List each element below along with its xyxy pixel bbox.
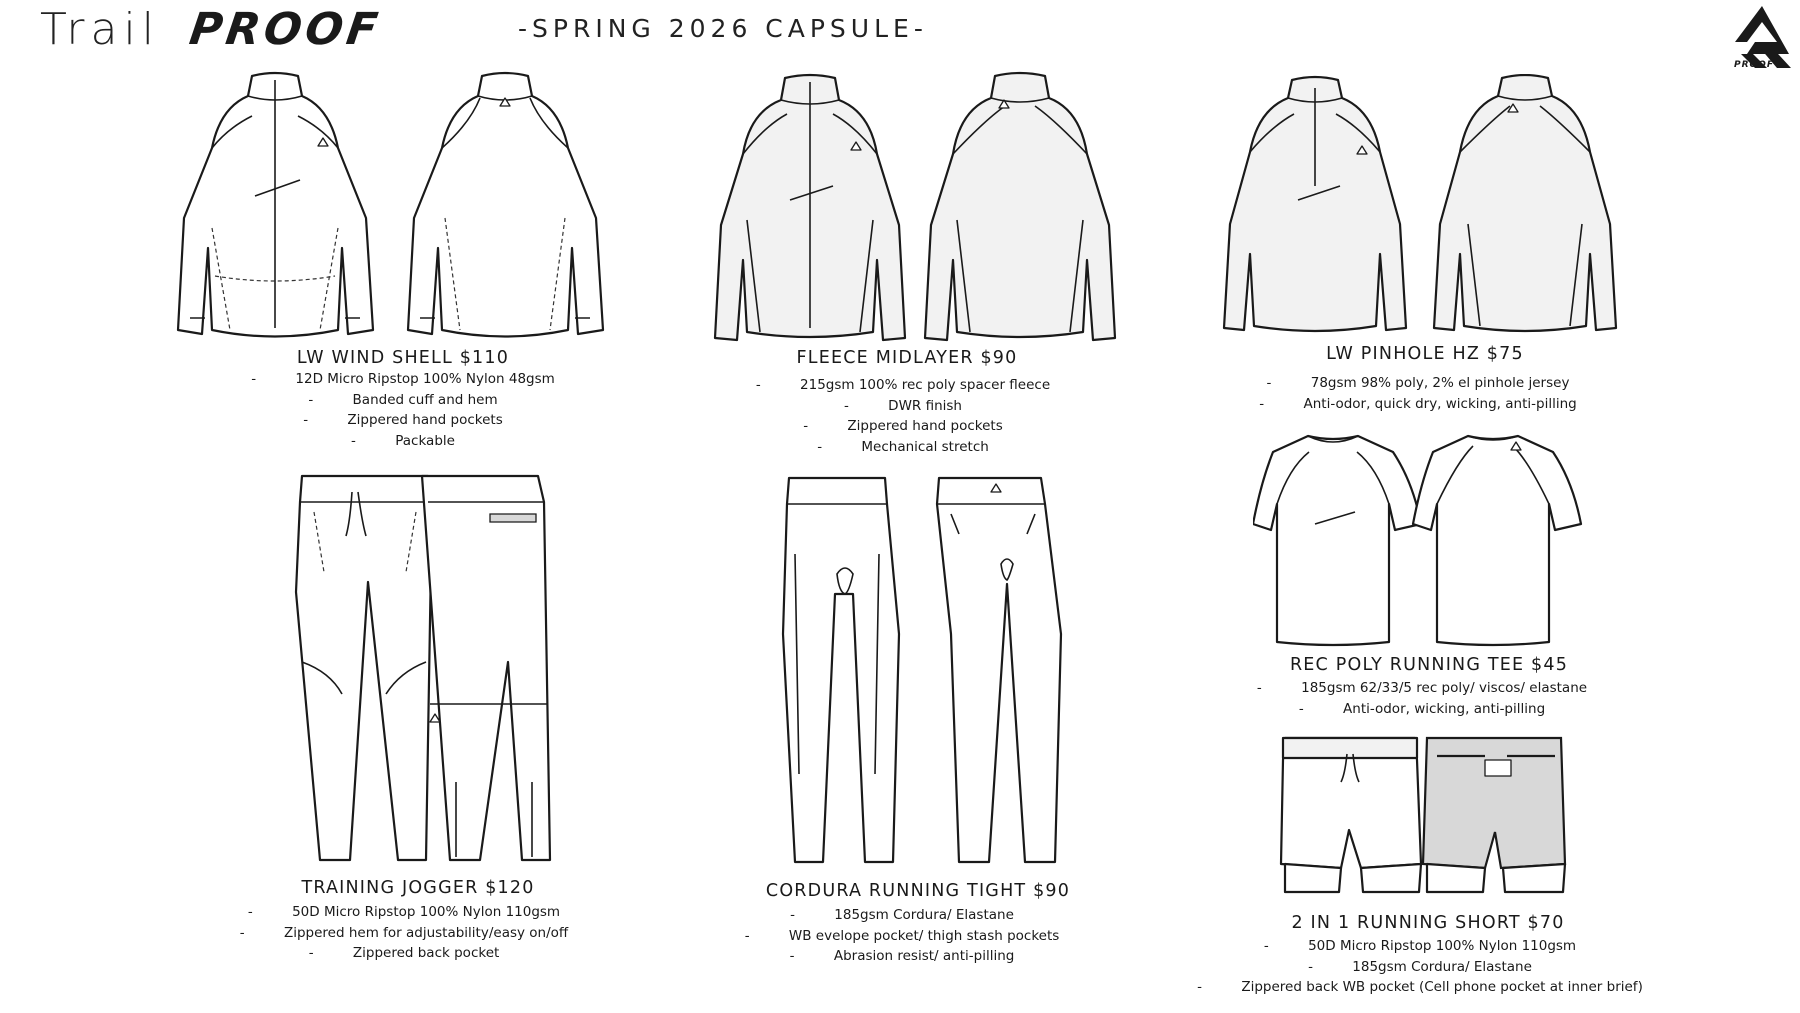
- running-tee-sketch: [1253, 432, 1603, 647]
- spec-list-jogger: [240, 902, 568, 964]
- spec-list-fleece: [756, 375, 1050, 457]
- spec-item: - Zippered hand pockets: [303, 412, 503, 428]
- spec-item: - Banded cuff and hem: [308, 391, 498, 408]
- spec-item: - Zippered hand pockets: [803, 418, 1003, 434]
- spec-item: - 185gsm Cordura/ Elastane: [1308, 958, 1532, 975]
- spec-item: - 215gsm 100% rec poly spacer fleece: [755, 377, 1051, 393]
- spec-list-running-tee: [1257, 678, 1587, 719]
- spec-item: - 185gsm 62/33/5 rec poly/ viscos/ elastane: [1256, 680, 1588, 696]
- spec-item: - Zippered back pocket: [308, 945, 500, 961]
- brand-title-light: Trail: [40, 4, 160, 55]
- collection-subtitle: -SPRING 2026 CAPSULE-: [518, 14, 928, 43]
- spec-item: - 50D Micro Ripstop 100% Nylon 110gsm: [1263, 938, 1577, 954]
- spec-item: - Abrasion resist/ anti-pilling: [789, 948, 1015, 964]
- product-title-running-tee: REC POLY RUNNING TEE $45: [1289, 655, 1569, 675]
- wind-shell-sketch: [170, 68, 630, 340]
- spec-item: - Packable: [351, 432, 455, 449]
- spec-list-short: [1197, 936, 1643, 998]
- spec-item: - DWR finish: [843, 397, 962, 414]
- training-jogger-sketch: [290, 472, 560, 867]
- brand-logo-text: PROOF: [1734, 60, 1774, 70]
- spec-item: - 12D Micro Ripstop 100% Nylon 48gsm: [251, 371, 555, 387]
- spec-item: - WB evelope pocket/ thigh stash pockets: [744, 927, 1060, 944]
- product-title-wind-shell: LW WIND SHELL $110: [296, 348, 510, 368]
- spec-item: - Anti-odor, wicking, anti-pilling: [1298, 700, 1546, 717]
- spec-item: - Mechanical stretch: [817, 438, 989, 455]
- spec-item: - 50D Micro Ripstop 100% Nylon 110gsm: [247, 904, 561, 920]
- spec-item: - 185gsm Cordura/ Elastane: [790, 907, 1014, 923]
- product-title-jogger: TRAINING JOGGER $120: [301, 878, 535, 898]
- fleece-midlayer-sketch: [705, 70, 1125, 342]
- product-title-short: 2 IN 1 RUNNING SHORT $70: [1291, 913, 1565, 933]
- product-title-tight: CORDURA RUNNING TIGHT $90: [765, 881, 1071, 901]
- spec-item: - Zippered back WB pocket (Cell phone pocket at inner brief): [1197, 979, 1643, 995]
- spec-list-tight: [745, 905, 1060, 967]
- product-title-fleece: FLEECE MIDLAYER $90: [796, 348, 1018, 368]
- product-title-pinhole-hz: LW PINHOLE HZ $75: [1326, 344, 1524, 364]
- running-short-sketch: [1275, 734, 1575, 894]
- running-tight-sketch: [775, 474, 1075, 869]
- spec-item: - 78gsm 98% poly, 2% el pinhole jersey: [1266, 375, 1570, 391]
- spec-list-wind-shell: [251, 369, 555, 451]
- spec-item: - Zippered hem for adjustability/easy on/off: [239, 924, 569, 941]
- spec-item: - Anti-odor, quick dry, wicking, anti-pilling: [1259, 395, 1577, 412]
- brand-title-bold: PROOF: [186, 4, 385, 55]
- spec-list-pinhole-hz: [1259, 373, 1576, 414]
- pinhole-hz-sketch: [1210, 74, 1630, 336]
